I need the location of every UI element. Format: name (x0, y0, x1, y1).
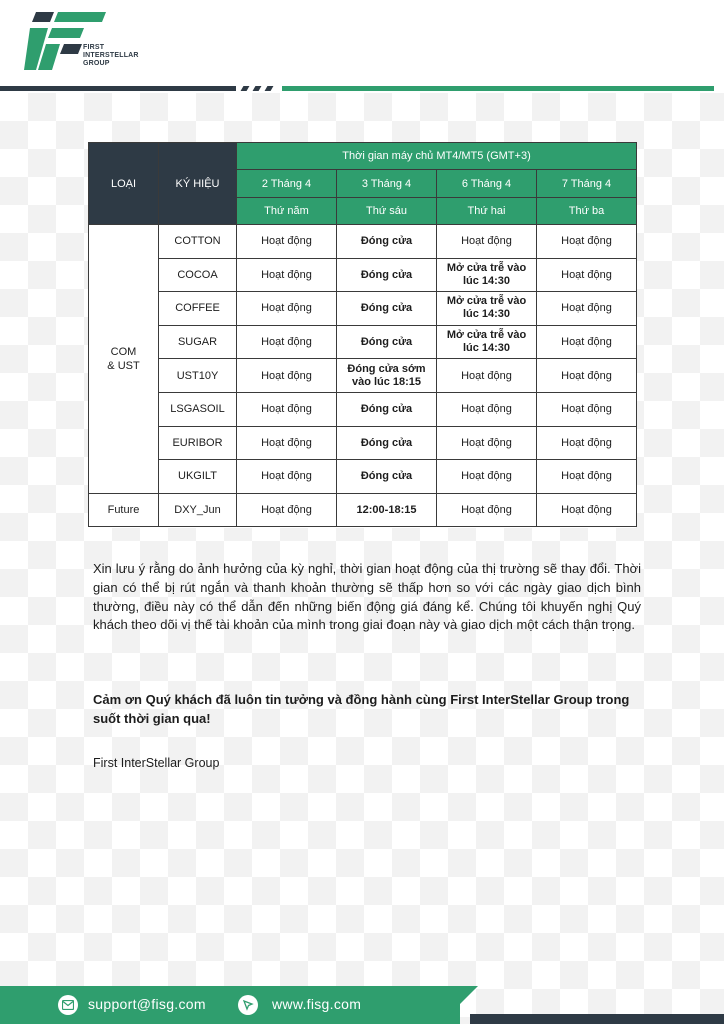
table-row (89, 292, 637, 326)
status-cell: Hoạt động (237, 392, 337, 426)
status-cell: Hoạt động (237, 493, 337, 527)
symbol-cell: LSGASOIL (159, 392, 237, 426)
weekday-header: Thứ sáu (337, 198, 437, 225)
status-cell: Hoạt động (237, 258, 337, 292)
logo-wordmark: FIRST INTERSTELLAR GROUP (83, 44, 139, 67)
notice-paragraph: Xin lưu ý rằng do ảnh hưởng của kỳ nghỉ, thời gian hoạt động của thị trường sẽ thay đổi. Thời gian có thể bị rút ngắn và thanh khoản thường sẽ thấp hơn so với các ngày giao dịch bình thường, điều này có thể dẫn đến những biến động giá đáng kể. Chúng tôi khuyến nghị Quý khách theo dõi vị thế tài khoản của mình trong giai đoạn này và giao dịch một cách thận trọng. (93, 561, 641, 633)
trading-hours-table (88, 142, 636, 528)
mail-icon (58, 995, 78, 1015)
status-cell: Đóng cửa (337, 258, 437, 292)
symbol-cell: COTTON (159, 225, 237, 259)
symbol-cell: SUGAR (159, 325, 237, 359)
status-cell: Mở cửa trễ vào lúc 14:30 (437, 292, 537, 326)
thanks-message: Cảm ơn Quý khách đã luôn tin tưởng và đồng hành cùng First InterStellar Group trong suốt thời gian qua! (93, 692, 630, 726)
status-cell: Đóng cửa (337, 426, 437, 460)
symbol-cell: UST10Y (159, 359, 237, 393)
status-cell: Hoạt động (237, 325, 337, 359)
status-cell: Mở cửa trễ vào lúc 14:30 (437, 325, 537, 359)
status-cell: Hoạt động (237, 292, 337, 326)
status-cell: Hoạt động (437, 460, 537, 494)
table-row (89, 225, 637, 259)
signature: First InterStellar Group (93, 756, 220, 770)
status-cell: Hoạt động (437, 426, 537, 460)
page-header (0, 0, 724, 93)
cursor-icon (238, 995, 258, 1015)
status-cell: Đóng cửa (337, 325, 437, 359)
weekday-header: Thứ ba (537, 198, 637, 225)
status-cell: Hoạt động (437, 225, 537, 259)
date-header: 7 Tháng 4 (537, 170, 637, 198)
date-header: 6 Tháng 4 (437, 170, 537, 198)
support-email-link[interactable]: support@fisg.com (88, 996, 206, 1012)
status-cell: Hoạt động (537, 359, 637, 393)
header-rule (0, 86, 724, 93)
status-cell: Hoạt động (537, 325, 637, 359)
status-cell: Hoạt động (437, 493, 537, 527)
table-row (89, 258, 637, 292)
status-cell: Hoạt động (237, 225, 337, 259)
status-cell: Hoạt động (537, 460, 637, 494)
status-cell: Hoạt động (237, 359, 337, 393)
status-cell: Hoạt động (437, 359, 537, 393)
page-footer (0, 986, 724, 1024)
server-time-header: Thời gian máy chủ MT4/MT5 (GMT+3) (237, 143, 637, 170)
status-cell: Hoạt động (537, 292, 637, 326)
table-row (89, 325, 637, 359)
weekday-header: Thứ hai (437, 198, 537, 225)
table-row (89, 359, 637, 393)
date-header: 3 Tháng 4 (337, 170, 437, 198)
table-row (89, 392, 637, 426)
status-cell: Hoạt động (537, 493, 637, 527)
weekday-header: Thứ năm (237, 198, 337, 225)
status-cell: Hoạt động (537, 426, 637, 460)
status-cell: Hoạt động (237, 460, 337, 494)
status-cell: Hoạt động (537, 392, 637, 426)
col-header-type: LOẠI (89, 143, 159, 225)
status-cell: Đóng cửa (337, 392, 437, 426)
table-row (89, 426, 637, 460)
status-cell: Hoạt động (537, 258, 637, 292)
status-cell: Hoạt động (237, 426, 337, 460)
status-cell: Hoạt động (537, 225, 637, 259)
date-header: 2 Tháng 4 (237, 170, 337, 198)
table-row (89, 460, 637, 494)
col-header-symbol: KÝ HIỆU (159, 143, 237, 225)
symbol-cell: UKGILT (159, 460, 237, 494)
status-cell: Đóng cửa (337, 460, 437, 494)
type-cell: COM & UST (89, 225, 159, 494)
symbol-cell: EURIBOR (159, 426, 237, 460)
symbol-cell: COFFEE (159, 292, 237, 326)
symbol-cell: COCOA (159, 258, 237, 292)
website-link[interactable]: www.fisg.com (272, 996, 362, 1012)
status-cell: Mở cửa trễ vào lúc 14:30 (437, 258, 537, 292)
table-body (89, 225, 637, 527)
status-cell: Hoạt động (437, 392, 537, 426)
table-row (89, 493, 637, 527)
status-cell: Đóng cửa sớm vào lúc 18:15 (337, 359, 437, 393)
type-cell: Future (89, 493, 159, 527)
symbol-cell: DXY_Jun (159, 493, 237, 527)
status-cell: Đóng cửa (337, 225, 437, 259)
status-cell: 12:00-18:15 (337, 493, 437, 527)
status-cell: Đóng cửa (337, 292, 437, 326)
